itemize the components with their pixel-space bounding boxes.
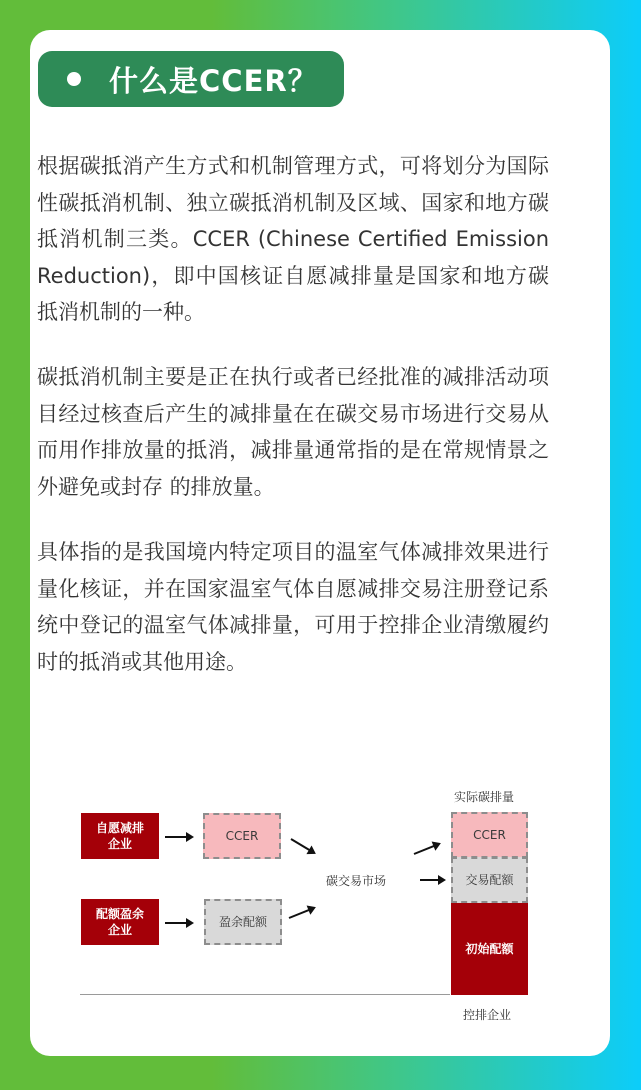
- arrow-right-icon: [420, 879, 444, 881]
- ccer-product-box: CCER: [203, 813, 281, 859]
- paragraph-1: 根据碳抵消产生方式和机制管理方式，可将划分为国际性碳抵消机制、独立碳抵消机制及区域、国家和地方碳抵消机制三类。CCER (Chinese Certified Emission Reduction)，即中国核证自愿减排量是国家和地方碳抵消机制的一种。: [37, 154, 549, 324]
- section-title-pill: [38, 51, 344, 107]
- arrow-right-icon: [165, 922, 192, 924]
- source-label-line2: 企业: [107, 837, 132, 851]
- surplus-quota-enterprise-box: [81, 899, 159, 945]
- controlled-enterprise-label: 控排企业: [463, 1008, 512, 1022]
- source-label-line1: 自愿减排: [95, 821, 144, 835]
- voluntary-reduction-enterprise-box: [81, 813, 159, 859]
- bullet-icon: [67, 72, 81, 86]
- paragraph-3: 具体指的是我国境内特定项目的温室气体减排效果进行量化核证，并在国家温室气体自愿减排交易注册登记系统中登记的温室气体减排量，可用于控排企业清缴履约时的抵消或其他用途。: [37, 540, 549, 674]
- diagram-baseline: [80, 994, 450, 995]
- stack-traded-quota-segment: 交易配额: [451, 857, 528, 903]
- stack-ccer-segment: CCER: [451, 812, 528, 858]
- section-title: 什么是CCER？: [109, 63, 318, 98]
- actual-emission-label: 实际碳排量: [454, 790, 515, 804]
- source-label-line1: 配额盈余: [95, 907, 144, 921]
- paragraph-2: 碳抵消机制主要是正在执行或者已经批准的减排活动项目经过核查后产生的减排量在在碳交易市场进行交易从而用作排放量的抵消，减排量通常指的是在常规情景之外避免或封存 的排放量。: [37, 365, 549, 499]
- carbon-market-label: 碳交易市场: [326, 874, 387, 888]
- surplus-quota-product-box: 盈余配额: [204, 899, 282, 945]
- source-label-line2: 企业: [107, 923, 132, 937]
- arrow-right-icon: [165, 836, 192, 838]
- stack-initial-quota-segment: 初始配额: [451, 903, 528, 995]
